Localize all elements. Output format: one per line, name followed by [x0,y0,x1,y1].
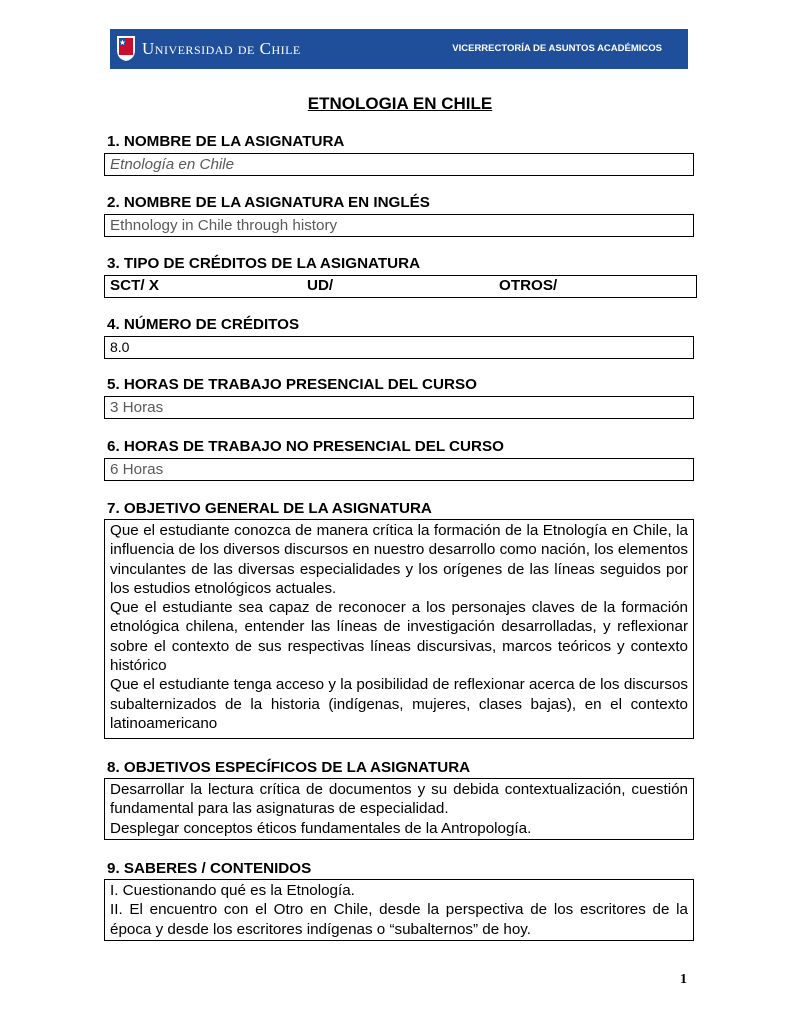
section-7-box [104,519,694,739]
specific-objective-paragraph: Desplegar conceptos éticos fundamentales de la Antropología. [110,819,532,837]
page-title: ETNOLOGIA EN CHILE [307,94,493,113]
section-9-heading: 9. SABERES / CONTENIDOS [107,860,312,877]
section-2-heading: 2. NOMBRE DE LA ASIGNATURA EN INGLÉS [107,194,430,211]
section-9-box [104,879,694,941]
objective-paragraph: Que el estudiante conozca de manera crítica la formación de la Etnología en Chile, la influencia de los diversos discursos en nuestro desarrollo como nación, los elementos vinculantes de las diversas especialidades y los orígenes de las líneas seguidos por los estudios etnológicos actuales. [110,522,688,597]
university-shield-icon [116,34,136,62]
university-name: Universidad de Chile [142,39,301,58]
section-1-value: Etnología en Chile [104,153,694,176]
specific-objective-paragraph: Desarrollar la lectura crítica de documentos y su debida contextualización, cuestión fundamental para las asignaturas de especialidad. [110,781,688,818]
section-6-heading: 6. HORAS DE TRABAJO NO PRESENCIAL DEL CURSO [107,438,504,455]
section-2-value: Ethnology in Chile through history [104,214,694,237]
section-8-heading: 8. OBJETIVOS ESPECÍFICOS DE LA ASIGNATURA [107,759,471,776]
section-5-value: 3 Horas [104,396,694,419]
credit-ud: UD/ [307,277,334,294]
vicerrectoria-label: VICERRECTORÍA DE ASUNTOS ACADÉMICOS [452,43,662,54]
credit-type-box [104,275,697,298]
header-banner [110,29,688,69]
page-number: 1 [680,972,687,987]
credit-otros: OTROS/ [499,277,558,294]
section-4-heading: 4. NÚMERO DE CRÉDITOS [107,316,300,333]
section-5-heading: 5. HORAS DE TRABAJO PRESENCIAL DEL CURSO [107,376,477,393]
section-8-box [104,778,694,840]
section-3-heading: 3. TIPO DE CRÉDITOS DE LA ASIGNATURA [107,255,421,272]
section-6-value: 6 Horas [104,458,694,481]
section-4-value: 8.0 [104,336,694,359]
objective-paragraph: Que el estudiante sea capaz de reconocer a los personajes claves de la formación etnológica chilena, entender las líneas de investigación desarrolladas, y reflexionar sobre el contexto de sus respectivas líneas discursivas, marcos teóricos y contexto histórico [110,599,688,675]
objective-paragraph: Que el estudiante tenga acceso y la posibilidad de reflexionar acerca de los discursos subalternizados de la historia (indígenas, mujeres, clases bajas), en el contexto latinoamericano [110,676,688,732]
section-1-heading: 1. NOMBRE DE LA ASIGNATURA [107,133,345,150]
section-7-heading: 7. OBJETIVO GENERAL DE LA ASIGNATURA [107,500,432,517]
credit-sct: SCT/ X [110,277,159,294]
content-paragraph: I. Cuestionando qué es la Etnología. [110,882,355,899]
content-paragraph: II. El encuentro con el Otro en Chile, desde la perspectiva de los escritores de la época y desde los escritores indígenas o “subalternos” de hoy. [110,901,688,938]
